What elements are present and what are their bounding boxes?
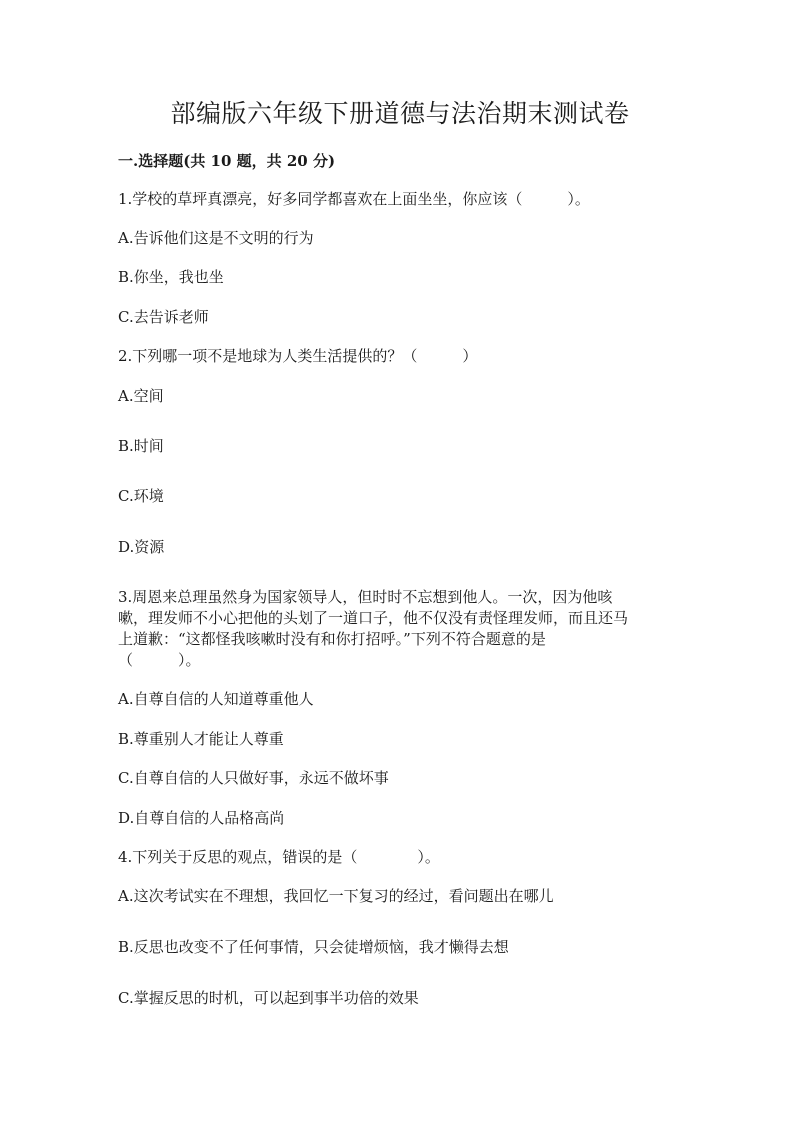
question-2-stem: 2.下列哪一项不是地球为人类生活提供的？（ ）: [118, 347, 478, 365]
question-2-option-a: A.空间: [118, 387, 164, 405]
question-1-option-a: A.告诉他们这是不文明的行为: [118, 229, 314, 247]
question-3-stem-line-1: 3.周恩来总理虽然身为国家领导人，但时时不忘想到他人。一次，因为他咳: [118, 588, 613, 606]
question-3-option-b: B.尊重别人才能让人尊重: [118, 730, 284, 748]
question-3-stem-line-4: （ ）。: [118, 651, 201, 669]
question-4-stem: 4.下列关于反思的观点，错误的是（ ）。: [118, 848, 440, 866]
question-1-option-c: C.去告诉老师: [118, 308, 209, 326]
question-3-stem-line-2: 嗽，理发师不小心把他的头划了一道口子，他不仅没有责怪理发师，而且还马: [118, 609, 629, 627]
question-4-option-a: A.这次考试实在不理想，我回忆一下复习的经过，看问题出在哪儿: [118, 887, 554, 905]
question-2-option-c: C.环境: [118, 487, 164, 505]
question-4-option-b: B.反思也改变不了任何事情，只会徒增烦恼，我才懒得去想: [118, 938, 509, 956]
page-title: 部编版六年级下册道德与法治期末测试卷: [170, 99, 630, 128]
section-header: 一.选择题(共 10 题，共 20 分): [118, 152, 336, 170]
question-3-option-c: C.自尊自信的人只做好事，永远不做坏事: [118, 769, 389, 787]
question-2-option-b: B.时间: [118, 437, 164, 455]
question-4-option-c: C.掌握反思的时机，可以起到事半功倍的效果: [118, 989, 419, 1007]
question-3-option-d: D.自尊自信的人品格高尚: [118, 809, 285, 827]
question-1-option-b: B.你坐，我也坐: [118, 268, 224, 286]
question-3-stem-line-3: 上道歉：“这都怪我咳嗽时没有和你打招呼。”下列不符合题意的是: [118, 630, 546, 648]
question-2-option-d: D.资源: [118, 538, 165, 556]
question-1-stem: 1.学校的草坪真漂亮，好多同学都喜欢在上面坐坐，你应该（ ）。: [118, 190, 590, 208]
question-3-option-a: A.自尊自信的人知道尊重他人: [118, 690, 314, 708]
